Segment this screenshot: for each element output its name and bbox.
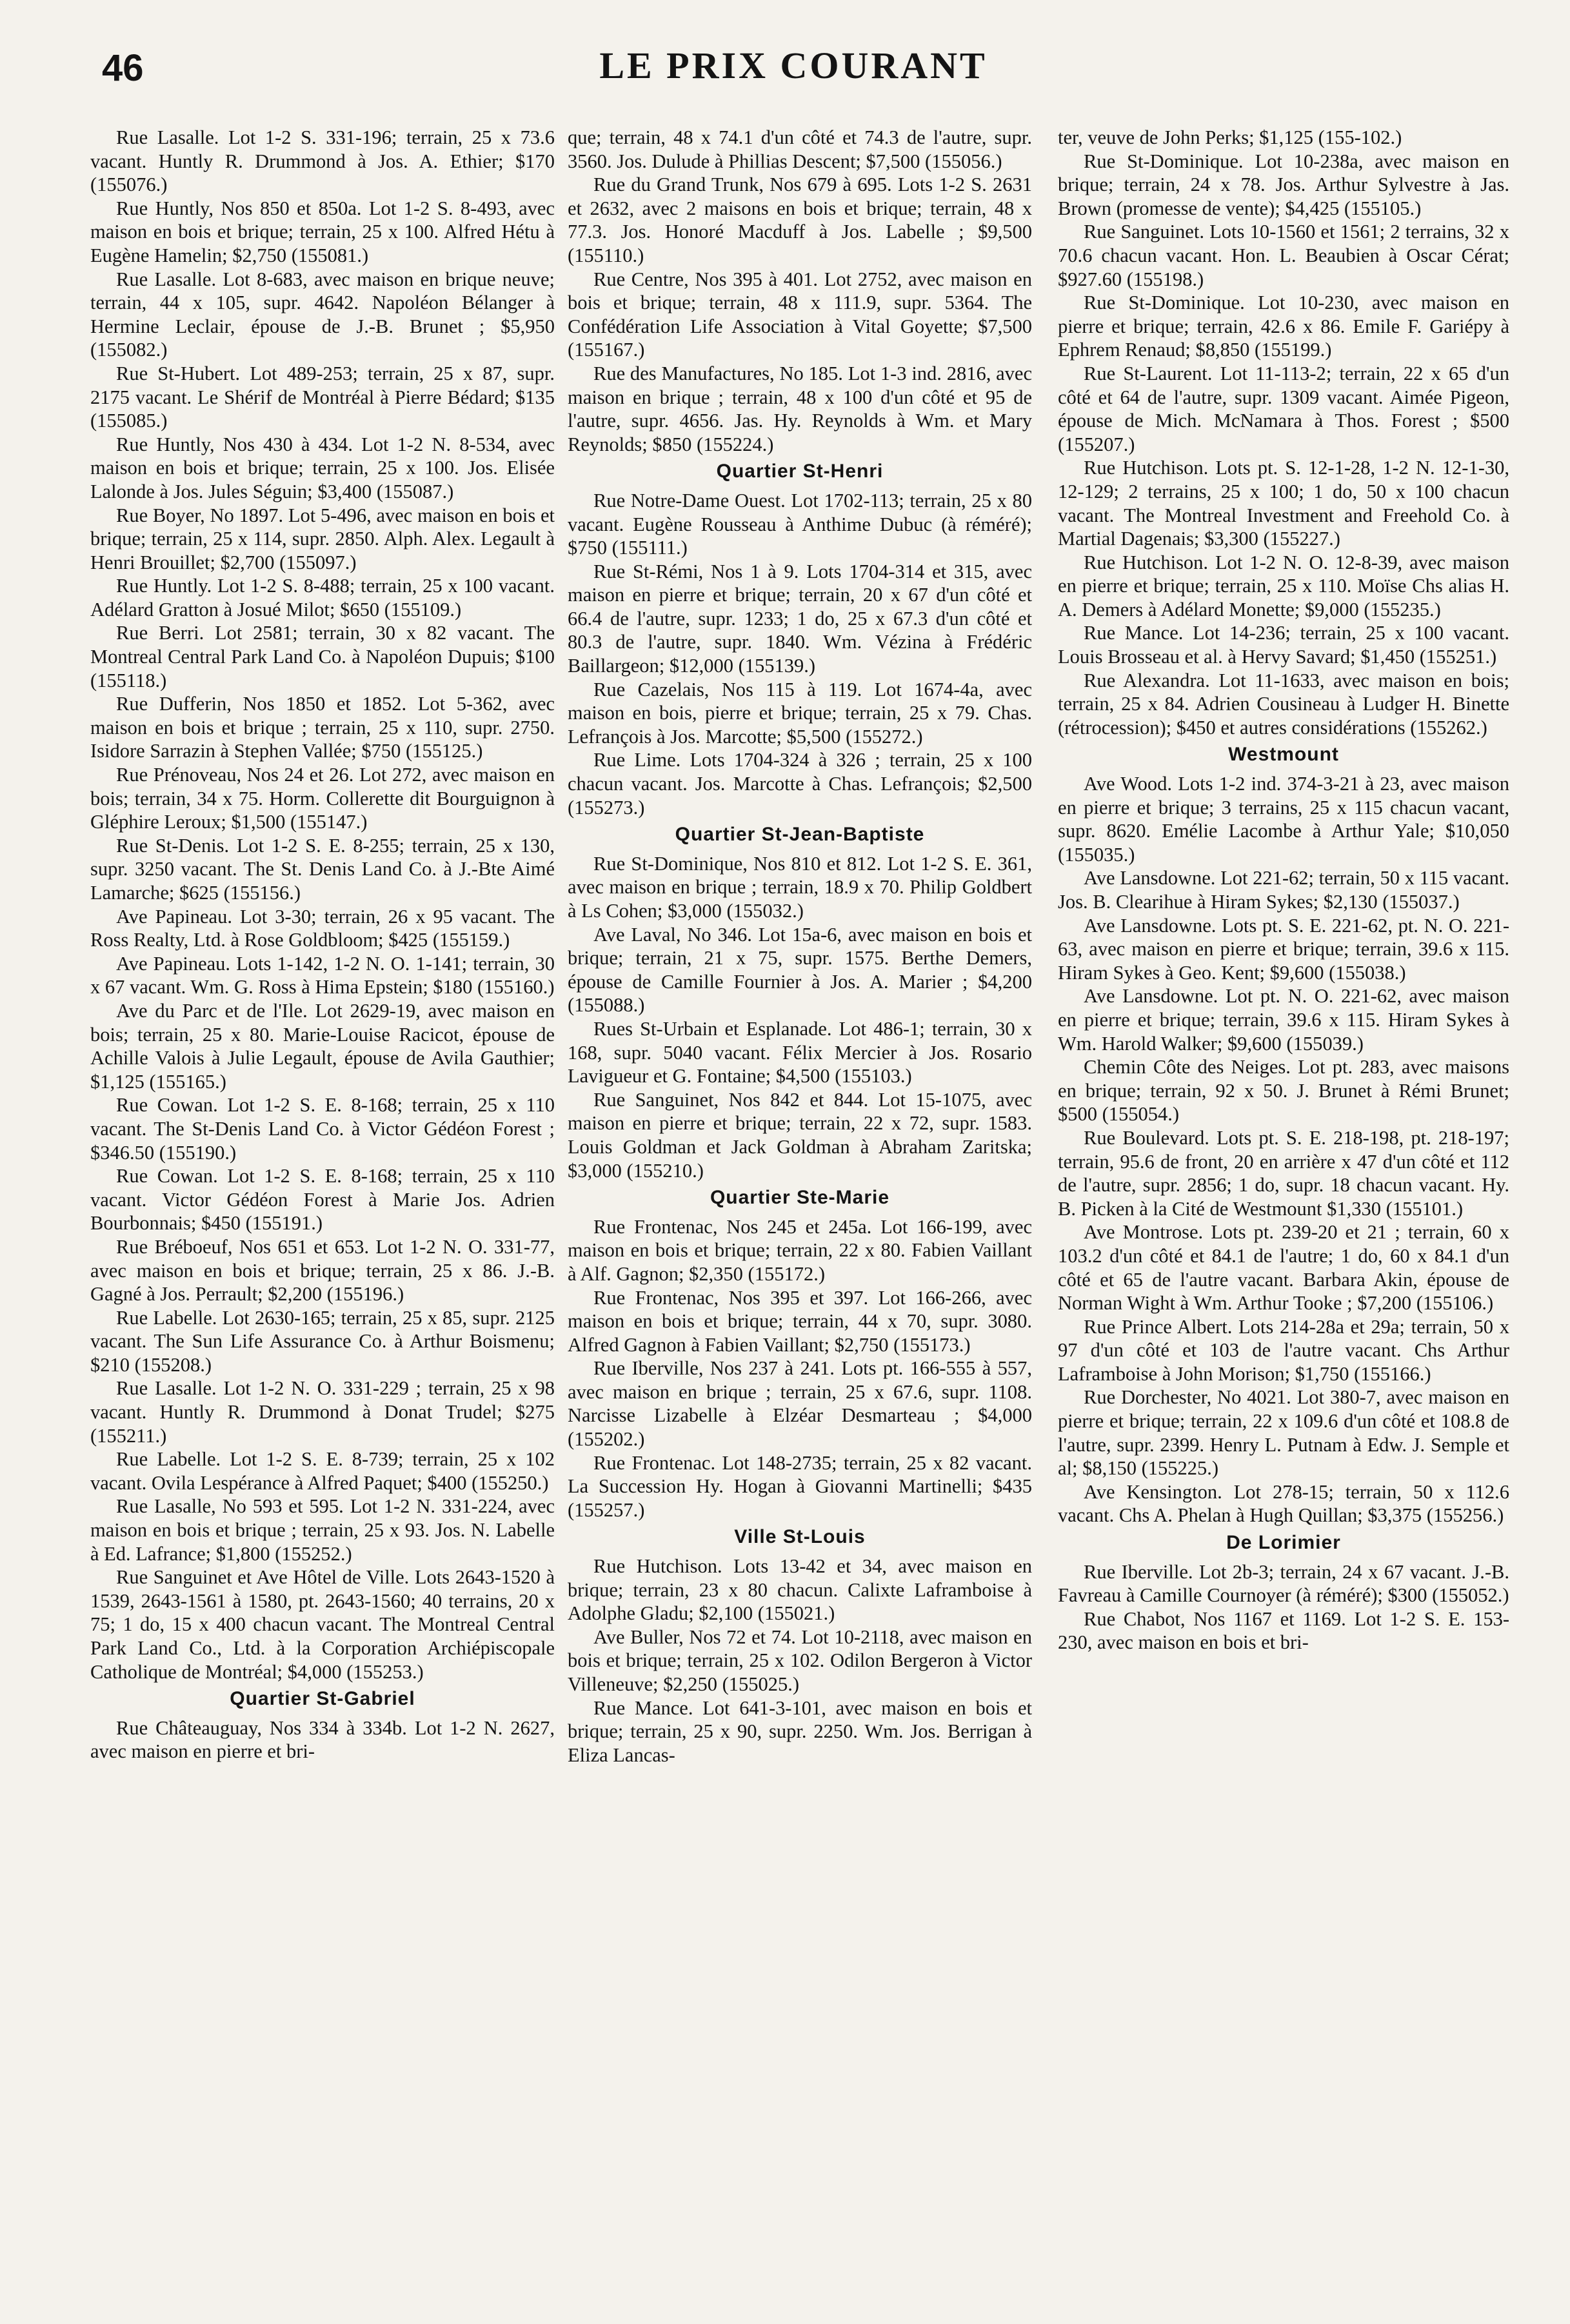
listing-entry: Ave Lansdowne. Lots pt. S. E. 221-62, pt. N. O. 221-63, avec maison en pierre et brique; terrain, 39.6 x 115. Hiram Sykes à Geo. Kent; $9,600 (155038.): [1058, 914, 1509, 984]
section-heading: De Lorimier: [1226, 1532, 1341, 1554]
listing-entry: Rue Mance. Lot 14-236; terrain, 25 x 100 vacant. Louis Brosseau et al. à Hervy Savard; $1,450 (155251.): [1058, 622, 1509, 668]
listing-entry: Rue Labelle. Lot 1-2 S. E. 8-739; terrain, 25 x 102 vacant. Ovila Lespérance à Alfred Paquet; $400 (155250.): [90, 1448, 555, 1494]
listing-entry: Rue Huntly, Nos 430 à 434. Lot 1-2 N. 8-534, avec maison en bois et brique; terrain, 25 x 100. Jos. Elisée Lalonde à Jos. Jules Séguin; $3,400 (155087.): [90, 433, 555, 502]
listing-entry: Rue Labelle. Lot 2630-165; terrain, 25 x 85, supr. 2125 vacant. The Sun Life Assurance Co. à Arthur Boismenu; $210 (155208.): [90, 1306, 555, 1376]
listing-entry: Rue Sanguinet et Ave Hôtel de Ville. Lots 2643-1520 à 1539, 2643-1561 à 1580, pt. 2643-1560; 40 terrains, 20 x 75; 1 do, 15 x 400 chacun vacant. The Montreal Central Park Land Co., Ltd. à la Corporation Archiépiscopale Catholique de Montréal; $4,000 (155253.): [90, 1566, 555, 1683]
listing-entry: Rue St-Dominique. Lot 10-230, avec maison en pierre et brique; terrain, 42.6 x 86. Emile F. Gariépy à Ephrem Renaud; $8,850 (155199.): [1058, 292, 1509, 361]
listing-entry: Rue Boulevard. Lots pt. S. E. 218-198, pt. 218-197; terrain, 95.6 de front, 20 en arrière x 47 d'un côté et 112 de l'autre, supr. 2856; 1 do, supr. 18 chacun vacant. Hy. B. Picken à la Cité de Westmount $1,330 (155101.): [1058, 1126, 1509, 1220]
listing-entry: Rue Dorchester, No 4021. Lot 380-7, avec maison en pierre et brique; terrain, 22 x 109.6 d'un côté et 108.8 de l'autre, supr. 2399. Henry L. Putnam à Edw. J. Semple et al; $8,150 (155225.): [1058, 1386, 1509, 1480]
listing-entry: Rue St-Laurent. Lot 11-113-2; terrain, 22 x 65 d'un côté et 64 de l'autre, supr. 1309 vacant. Aimée Pigeon, épouse de Mich. McNamara à Thos. Forest ; $500 (155207.): [1058, 362, 1509, 455]
listing-entry: Rue Mance. Lot 641-3-101, avec maison en bois et brique; terrain, 25 x 90, supr. 2250. Wm. Jos. Berrigan à Eliza Lancas-: [568, 1696, 1032, 1766]
listing-entry: Ave Buller, Nos 72 et 74. Lot 10-2118, avec maison en bois et brique; terrain, 25 x 102. Odilon Bergeron à Victor Villeneuve; $2,250 (155025.): [568, 1625, 1032, 1695]
listing-entry: Rue Lasalle. Lot 8-683, avec maison en brique neuve; terrain, 44 x 105, supr. 4642. Napoléon Bélanger à Hermine Leclair, épouse de J.-B. Brunet ; $5,950 (155082.): [90, 268, 555, 361]
listing-entry: Ave Laval, No 346. Lot 15a-6, avec maison en bois et brique; terrain, 21 x 75, supr. 1575. Berthe Demers, épouse de Camille Fournier à Jos. A. Marier ; $4,200 (155088.): [568, 923, 1032, 1017]
listing-entry: Rue Hutchison. Lot 1-2 N. O. 12-8-39, avec maison en pierre et brique; terrain, 25 x 110. Moïse Chs alias H. A. Demers à Adélard Monette; $9,000 (155235.): [1058, 551, 1509, 621]
listing-entry: Rue des Manufactures, No 185. Lot 1-3 ind. 2816, avec maison en brique ; terrain, 48 x 100 d'un côté et 95 de l'autre, supr. 4656. Jas. Hy. Reynolds à Wm. et Mary Reynolds; $850 (155224.): [568, 362, 1032, 455]
text-column-2: [568, 126, 1032, 1767]
listing-entry: Rue Huntly, Nos 850 et 850a. Lot 1-2 S. 8-493, avec maison en bois et brique; terrain, 25 x 100. Alfred Hétu à Eugène Hamelin; $2,750 (155081.): [90, 197, 555, 266]
listing-entry: Rue St-Hubert. Lot 489-253; terrain, 25 x 87, supr. 2175 vacant. Le Shérif de Montréal à Pierre Bédard; $135 (155085.): [90, 362, 555, 432]
section-heading: Quartier St-Gabriel: [230, 1688, 415, 1710]
section-heading: Ville St-Louis: [734, 1526, 866, 1548]
listing-entry: Rue Châteauguay, Nos 334 à 334b. Lot 1-2 N. 2627, avec maison en pierre et bri-: [90, 1716, 555, 1763]
text-column-3: [1058, 126, 1509, 1654]
listing-entry: Rue Bréboeuf, Nos 651 et 653. Lot 1-2 N. O. 331-77, avec maison en bois et brique; terrain, 25 x 86. J.-B. Gagné à Jos. Perrault; $2,200 (155196.): [90, 1235, 555, 1306]
listing-entry: Rue Sanguinet. Lots 10-1560 et 1561; 2 terrains, 32 x 70.6 chacun vacant. Hon. L. Beaubien à Oscar Cérat; $927.60 (155198.): [1058, 221, 1509, 290]
listing-entry: Rue Iberville. Lot 2b-3; terrain, 24 x 67 vacant. J.-B. Favreau à Camille Cournoyer (à réméré); $300 (155052.): [1058, 1560, 1509, 1607]
listing-entry: Rue Frontenac. Lot 148-2735; terrain, 25 x 82 vacant. La Succession Hy. Hogan à Giovanni Martinelli; $435 (155257.): [568, 1451, 1032, 1521]
listing-entry: Ave Kensington. Lot 278-15; terrain, 50 x 112.6 vacant. Chs A. Phelan à Hugh Quillan; $3,375 (155256.): [1058, 1480, 1509, 1527]
section-heading: Quartier St-Jean-Baptiste: [675, 824, 925, 846]
listing-entry: Rue St-Denis. Lot 1-2 S. E. 8-255; terrain, 25 x 130, supr. 3250 vacant. The St. Denis Land Co. à J.-Bte Aimé Lamarche; $625 (155156.): [90, 834, 555, 904]
listing-entry: Ave du Parc et de l'Ile. Lot 2629-19, avec maison en bois; terrain, 25 x 80. Marie-Louise Racicot, épouse de Achille Valois à Julie Legault, épouse de Avila Gauthier; $1,125 (155165.): [90, 999, 555, 1093]
listing-entry: Rue Berri. Lot 2581; terrain, 30 x 82 vacant. The Montreal Central Park Land Co. à Napoléon Dupuis; $100 (155118.): [90, 622, 555, 691]
listing-entry: Rue Alexandra. Lot 11-1633, avec maison en bois; terrain, 25 x 84. Adrien Cousineau à Ludger H. Binette (rétrocession); $450 et autres considérations (155262.): [1058, 669, 1509, 739]
listing-entry: Rue Cowan. Lot 1-2 S. E. 8-168; terrain, 25 x 110 vacant. Victor Gédéon Forest à Marie Jos. Adrien Bourbonnais; $450 (155191.): [90, 1165, 555, 1235]
running-title: LE PRIX COURANT: [599, 45, 988, 86]
listing-entry: Ave Papineau. Lots 1-142, 1-2 N. O. 1-141; terrain, 30 x 67 vacant. Wm. G. Ross à Hima Epstein; $180 (155160.): [90, 952, 555, 998]
listing-entry: Rue St-Dominique. Lot 10-238a, avec maison en brique; terrain, 24 x 78. Jos. Arthur Sylvestre à Jas. Brown (promesse de vente); $4,425 (155105.): [1058, 150, 1509, 219]
listing-entry: ter, veuve de John Perks; $1,125 (155-102.): [1058, 126, 1402, 148]
page-header: [97, 37, 1490, 95]
listing-entry: Rue Dufferin, Nos 1850 et 1852. Lot 5-362, avec maison en bois et brique ; terrain, 25 x 110, supr. 2750. Isidore Sarrazin à Stephen Vallée; $750 (155125.): [90, 693, 555, 762]
listing-entry: Chemin Côte des Neiges. Lot pt. 283, avec maisons en brique; terrain, 92 x 50. J. Brunet à Rémi Brunet; $500 (155054.): [1058, 1056, 1509, 1126]
section-heading: Quartier Ste-Marie: [710, 1187, 890, 1209]
listing-entry: Rue Notre-Dame Ouest. Lot 1702-113; terrain, 25 x 80 vacant. Eugène Rousseau à Anthime Dubuc (à réméré); $750 (155111.): [568, 489, 1032, 559]
listing-entry: Rue Hutchison. Lots pt. S. 12-1-28, 1-2 N. 12-1-30, 12-129; 2 terrains, 25 x 100; 1 do, 50 x 100 chacun vacant. The Montreal Investment and Freehold Co. à Martial Dagenais; $3,300 (155227.): [1058, 457, 1509, 550]
page-number: 46: [102, 47, 144, 89]
listing-entry: Ave Montrose. Lots pt. 239-20 et 21 ; terrain, 60 x 103.2 d'un côté et 84.1 de l'autre; 1 do, 60 x 84.1 d'un côté et 65 de l'autre vacant. Barbara Akin, épouse de Norman Wight à Wm. Arthur Tooke ; $7,200 (155106.): [1058, 1221, 1509, 1315]
listing-entry: Rue Centre, Nos 395 à 401. Lot 2752, avec maison en bois et brique; terrain, 48 x 111.9, supr. 5364. The Confédération Life Association à Vital Goyette; $7,500 (155167.): [568, 268, 1032, 361]
listing-entry: Rues St-Urbain et Esplanade. Lot 486-1; terrain, 30 x 168, supr. 5040 vacant. Félix Mercier à Jos. Rosario Lavigueur et G. Fontaine; $4,500 (155103.): [568, 1017, 1032, 1088]
listing-entry: Ave Papineau. Lot 3-30; terrain, 26 x 95 vacant. The Ross Realty, Ltd. à Rose Goldbloom; $425 (155159.): [90, 905, 555, 951]
listing-entry: Rue Lasalle. Lot 1-2 N. O. 331-229 ; terrain, 25 x 98 vacant. Huntly R. Drummond à Donat Trudel; $275 (155211.): [90, 1377, 555, 1447]
section-heading: Westmount: [1228, 744, 1339, 766]
listing-entry: Rue Cazelais, Nos 115 à 119. Lot 1674-4a, avec maison en bois, pierre et brique; terrain, 25 x 79. Chas. Lefrançois à Jos. Marcotte; $5,500 (155272.): [568, 678, 1032, 748]
listing-entry: Rue Prénoveau, Nos 24 et 26. Lot 272, avec maison en bois; terrain, 34 x 75. Horm. Collerette dit Bourguignon à Gléphire Leroux; $1,500 (155147.): [90, 764, 555, 833]
listing-entry: Rue St-Rémi, Nos 1 à 9. Lots 1704-314 et 315, avec maison en pierre et brique; terrain, 20 x 67 d'un côté et 66.4 de l'autre, supr. 1233; 1 do, 25 x 67.3 d'un côté et 80.3 de l'autre, supr. 1840. Wm. Vézina à Frédéric Baillargeon; $12,000 (155139.): [568, 560, 1032, 677]
listing-entry: Rue Chabot, Nos 1167 et 1169. Lot 1-2 S. E. 153-230, avec maison en bois et bri-: [1058, 1607, 1509, 1654]
listing-entry: Rue Boyer, No 1897. Lot 5-496, avec maison en bois et brique; terrain, 25 x 114, supr. 2850. Alph. Alex. Legault à Henri Brouillet; $2,700 (155097.): [90, 504, 555, 573]
listing-entry: Ave Lansdowne. Lot 221-62; terrain, 50 x 115 vacant. Jos. B. Clearihue à Hiram Sykes; $2,130 (155037.): [1058, 867, 1509, 913]
listing-entry: Rue Frontenac, Nos 245 et 245a. Lot 166-199, avec maison en bois et brique; terrain, 22 x 80. Fabien Vaillant à Alf. Gagnon; $2,350 (155172.): [568, 1215, 1032, 1285]
listing-entry: Rue Hutchison. Lots 13-42 et 34, avec maison en brique; terrain, 23 x 80 chacun. Calixte Laframboise à Adolphe Gladu; $2,100 (155021.): [568, 1555, 1032, 1625]
text-column-1: [90, 126, 555, 1763]
listing-entry: Rue Lasalle, No 593 et 595. Lot 1-2 N. 331-224, avec maison en bois et brique ; terrain, 25 x 93. Jos. N. Labelle à Ed. Lafrance; $1,800 (155252.): [90, 1495, 555, 1565]
listing-entry: Rue Lasalle. Lot 1-2 S. 331-196; terrain, 25 x 73.6 vacant. Huntly R. Drummond à Jos. A. Ethier; $170 (155076.): [90, 126, 555, 196]
listing-entry: Ave Wood. Lots 1-2 ind. 374-3-21 à 23, avec maison en pierre et brique; 3 terrains, 25 x 115 chacun vacant, supr. 8620. Emélie Lacombe à Arthur Yale; $10,050 (155035.): [1058, 773, 1509, 866]
listing-entry: Rue Iberville, Nos 237 à 241. Lots pt. 166-555 à 557, avec maison en brique ; terrain, 25 x 67.6, supr. 1108. Narcisse Lizabelle à Elzéar Desmarteau ; $4,000 (155202.): [568, 1357, 1032, 1451]
listing-entry: Rue Cowan. Lot 1-2 S. E. 8-168; terrain, 25 x 110 vacant. The St-Denis Land Co. à Victor Gédéon Forest ; $346.50 (155190.): [90, 1094, 555, 1164]
listing-entry: Rue Lime. Lots 1704-324 à 326 ; terrain, 25 x 100 chacun vacant. Jos. Marcotte à Chas. Lefrançois; $2,500 (155273.): [568, 749, 1032, 819]
listing-entry: Rue du Grand Trunk, Nos 679 à 695. Lots 1-2 S. 2631 et 2632, avec 2 maisons en bois et brique; terrain, 48 x 77.3. Jos. Honoré Macduff à Jos. Labelle ; $9,500 (155110.): [568, 174, 1032, 266]
listing-entry: Rue Frontenac, Nos 395 et 397. Lot 166-266, avec maison en bois et brique; terrain, 44 x 70, supr. 3080. Alfred Gagnon à Fabien Vaillant; $2,750 (155173.): [568, 1286, 1032, 1356]
listing-entry: Rue St-Dominique, Nos 810 et 812. Lot 1-2 S. E. 361, avec maison en brique ; terrain, 18.9 x 70. Philip Goldbert à Ls Cohen; $3,000 (155032.): [568, 852, 1032, 922]
listing-entry: Rue Huntly. Lot 1-2 S. 8-488; terrain, 25 x 100 vacant. Adélard Gratton à Josué Milot; $650 (155109.): [90, 575, 555, 621]
listing-entry: Ave Lansdowne. Lot pt. N. O. 221-62, avec maison en pierre et brique; terrain, 39.6 x 115. Hiram Sykes à Wm. Harold Walker; $9,600 (155039.): [1058, 985, 1509, 1055]
listing-entry: que; terrain, 48 x 74.1 d'un côté et 74.3 de l'autre, supr. 3560. Jos. Dulude à Phillias Descent; $7,500 (155056.): [568, 126, 1032, 172]
listing-entry: Rue Sanguinet, Nos 842 et 844. Lot 15-1075, avec maison en pierre et brique; terrain, 22 x 72, supr. 1583. Louis Goldman et Jack Goldman à Abraham Zaritska; $3,000 (155210.): [568, 1088, 1032, 1182]
section-heading: Quartier St-Henri: [716, 461, 884, 482]
listing-entry: Rue Prince Albert. Lots 214-28a et 29a; terrain, 50 x 97 d'un côté et 103 de l'autre vacant. Chs Arthur Laframboise à John Morison; $1,750 (155166.): [1058, 1315, 1509, 1385]
